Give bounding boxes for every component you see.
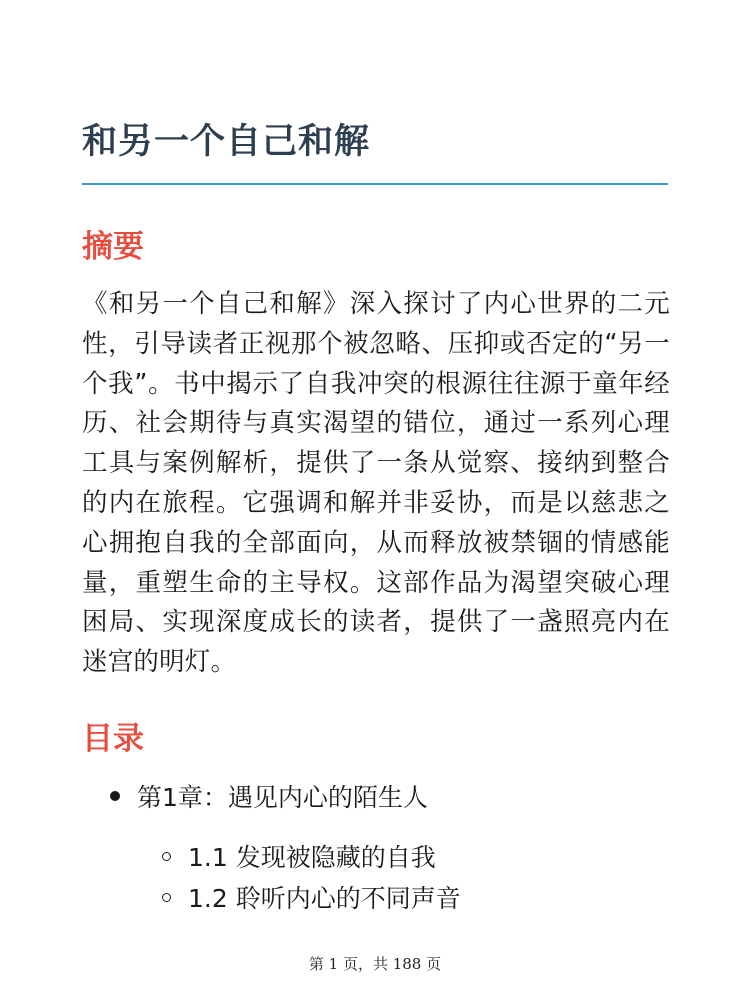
summary-paragraph: 《和另一个自己和解》深入探讨了内心世界的二元性，引导读者正视那个被忽略、压抑或否定的“另一个我”。书中揭示了自我冲突的根源往往源于童年经历、社会期待与真实渴望的错位，通过一系列心理工具与案例解析，提供了一条从觉察、接纳到整合的内在旅程。它强调和解并非妥协，而是以慈悲之心拥抱自我的全部面向，从而释放被禁锢的情感能量，重塑生命的主导权。这部作品为渴望突破心理困局、实现深度成长的读者，提供了一盏照亮内在迷宫的明灯。 (82, 289, 670, 678)
toc-chapter-1-label: 第1章：遇见内心的陌生人 (137, 783, 428, 812)
bullet-disc-icon (110, 791, 120, 801)
summary-heading: 摘要 (82, 229, 144, 265)
bullet-circle-icon (162, 852, 171, 861)
toc-heading: 目录 (82, 721, 144, 757)
toc-chapter-1 (110, 778, 428, 814)
page-footer: 第 1 页，共 188 页 (308, 955, 442, 973)
title-divider (82, 183, 668, 185)
bullet-circle-icon (162, 893, 171, 902)
toc-section-1-2 (162, 879, 461, 915)
toc-section-1-2-label: 1.2 聆听内心的不同声音 (188, 884, 461, 913)
document-title: 和另一个自己和解 (82, 122, 371, 162)
toc-section-1-1-label: 1.1 发现被隐藏的自我 (188, 843, 436, 872)
toc-section-1-1 (162, 838, 436, 874)
